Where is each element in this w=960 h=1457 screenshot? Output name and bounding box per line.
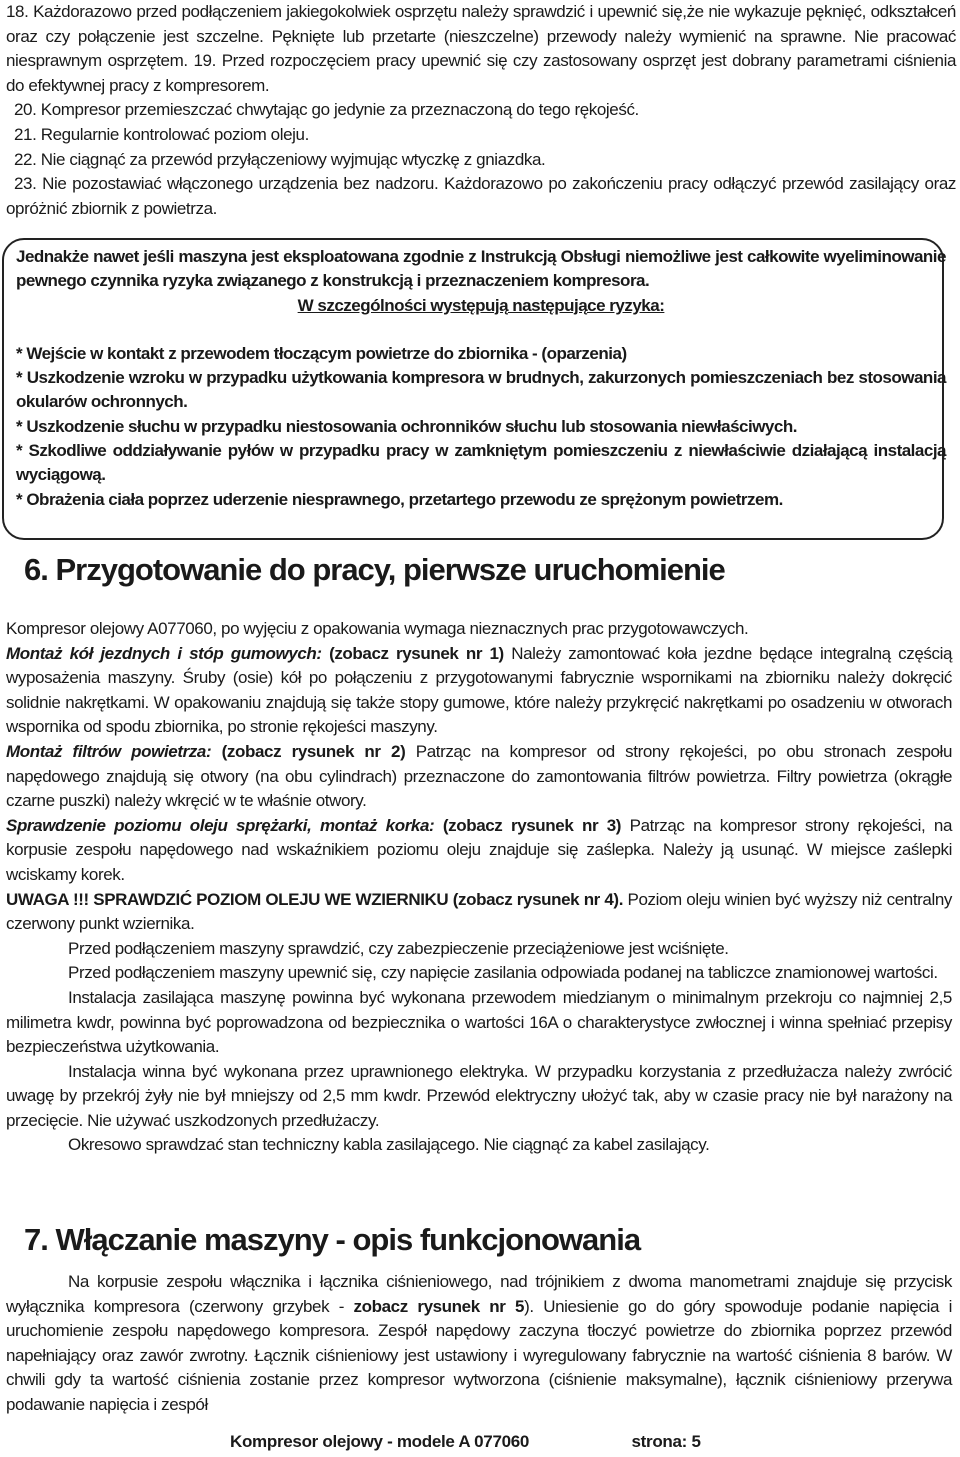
footer-title: Kompresor olejowy - modele A 077060 xyxy=(230,1432,530,1451)
risk-intro: Jednakże nawet jeśli maszyna jest eksploatowana zgodnie z Instrukcją Obsługi niemożliwe jest całkowite wyeliminowanie pewnego czynnika ryzyka związanego z konstrukcją i przeznaczeniem kompresora. xyxy=(16,247,946,291)
risk-item: * Uszkodzenie słuchu w przypadku niestosowania ochronników słuchu lub stosowania niewłaściwych. xyxy=(16,416,797,436)
filters-text: Patrząc na kompresor od strony rękojeści, po obu stronach zespołu napędowego znajdują się otwory (na obu cylindrach) przeznaczone do zamontowania filtrów powietrza. Filtry powietrza (okrągłe czarne puszki) należy wkręcić w te właśnie otwory. xyxy=(6,741,952,811)
wheels-label: Montaż kół jezdnych i stóp gumowych: xyxy=(6,643,322,663)
oil-text: Patrząc na kompresor strony rękojeści, na korpusie zespołu napędowego nad wskaźnikiem poziomu oleju znajduje się zaślepka. Należy ją usunąć. W miejsce zaślepki wciskamy korek. xyxy=(6,815,953,884)
section-7-ref: zobacz rysunek nr 5 xyxy=(353,1296,525,1316)
wheels-text: Należy zamontować koła jezdne będące integralną częścią wyposażenia maszyny. Śruby (osie) kół po połączeniu z przygotowanymi fabrycznie wspornikami na zbiorniku należy dokręcić solidnie nakrętkami. W opakowaniu znajdują się także stopy gumowe, które należy przykręcić nakrętkami po osadzeniu w otworach wspornika od spodu zbiornika, po stronie rękojeści maszyny. xyxy=(6,643,953,737)
warning-paragraph xyxy=(6,888,952,937)
risk-box-content xyxy=(16,245,946,512)
oil-label: Sprawdzenie poziomu oleju sprężarki, montaż korka: xyxy=(6,815,435,835)
safety-rules-list xyxy=(6,0,956,221)
oil-ref: (zobacz rysunek nr 3) xyxy=(434,815,622,835)
wheels-ref: (zobacz rysunek nr 1) xyxy=(321,643,504,663)
section-7-text-a: Na korpusie zespołu włącznika i łącznika ciśnieniowego, nad trójnikiem z dwoma manometrami znajduje się przycisk wyłącznika kompresora (czerwony grzybek - xyxy=(6,1272,952,1316)
page-number: strona: 5 xyxy=(631,1432,701,1451)
rule-21: 21. Regularnie kontrolować poziom oleju. xyxy=(14,124,309,144)
paragraph: Przed podłączeniem maszyny upewnić się, czy napięcie zasilania odpowiada podanej na tabliczce znamionowej wartości. xyxy=(68,963,938,983)
paragraph: Instalacja zasilająca maszynę powinna być wykonana przewodem miedzianym o minimalnym przekroju co najmniej 2,5 milimetra kwdr, powinna być poprowadzona od bezpiecznika o wartości 16A o charakterystyce zwłocznej i winna spełniać przepisy bezpieczeństwa użytkowania. xyxy=(6,987,952,1057)
risk-item: * Obrażenia ciała poprzez uderzenie niesprawnego, przetartego przewodu ze sprężonym powietrzem. xyxy=(16,489,783,509)
paragraph: Instalacja winna być wykonana przez uprawnionego elektryka. W przypadku korzystania z przedłużacza należy zwrócić uwagę by przekrój żyły nie był mniejszy od 2,5 mm kwdr. Przewód elektryczny ułożyć tak, aby w czasie pracy nie był narażony na przecięcie. Nie używać uszkodzonych przedłużaczy. xyxy=(6,1061,952,1130)
section-7-paragraph xyxy=(6,1270,952,1418)
risk-subheading: W szczególności występują następujące ryzyka: xyxy=(297,295,665,315)
paragraph: Przed podłączeniem maszyny sprawdzić, czy zabezpieczenie przeciążeniowe jest wciśnięte. xyxy=(68,938,729,958)
wheels-paragraph xyxy=(6,642,952,740)
rule-23: 23. Nie pozostawiać włączonego urządzenia bez nadzoru. Każdorazowo po zakończeniu pracy odłączyć przewód zasilający oraz opróżnić zbiornik z powietrza. xyxy=(6,174,956,218)
section-7-text-b: ). Uniesienie go do góry spowoduje podanie napięcia i uruchomienie zespołu napędowego kompresora. Zespół napędowy zaczyna tłoczyć powietrze do zbiornika poprzez przewód napełniający oraz zawór zwrotny. Łącznik ciśnieniowy jest ustawiony i wyregulowany fabrycznie na wartość ciśnienia 8 barów. W chwili gdy ta wartość ciśnienia zostanie przez kompresor wytworzona (ciśnienie maksymalne), łącznik ciśnieniowy przerywa podawanie napięcia i zespół xyxy=(6,1296,953,1414)
page-footer xyxy=(230,1432,701,1452)
section-6-intro: Kompresor olejowy A077060, po wyjęciu z opakowania wymaga nieznacznych prac przygotowawczych. xyxy=(6,619,749,638)
warning-label: UWAGA !!! SPRAWDZIĆ POZIOM OLEJU WE WZIERNIKU (zobacz rysunek nr 4). xyxy=(6,889,624,909)
spacer xyxy=(16,318,946,342)
risk-item: * Wejście w kontakt z przewodem tłoczącym powietrze do zbiornika - (oparzenia) xyxy=(16,343,627,363)
risk-item: * Uszkodzenie wzroku w przypadku użytkowania kompresora w brudnych, zakurzonych pomieszczeniach bez stosowania okularów ochronnych. xyxy=(16,368,946,412)
section-6-body xyxy=(6,617,952,1158)
rule-18-19: 18. Każdorazowo przed podłączeniem jakiegokolwiek osprzętu należy sprawdzić i upewnić się,że nie wykazuje pęknięć, odkształceń oraz czy połączenie jest szczelne. Pęknięte lub przetarte (nieszczelne) przewody należy wymienić na sprawne. Nie pracować niesprawnym osprzętem. 19. Przed rozpoczęciem pracy upewnić się czy zastosowany osprzęt jest dobrany parametrami ciśnienia do efektywnej pracy z kompresorem. xyxy=(6,2,956,95)
risk-item: * Szkodliwe oddziaływanie pyłów w przypadku pracy w zamkniętym pomieszczeniu z niewłaściwie działającą instalacją wyciągową. xyxy=(16,441,946,485)
section-7-body xyxy=(6,1270,952,1418)
filters-paragraph xyxy=(6,740,952,814)
filters-ref: (zobacz rysunek nr 2) xyxy=(211,741,406,761)
rule-22: 22. Nie ciągnąć za przewód przyłączeniowy wyjmując wtyczkę z gniazdka. xyxy=(14,149,546,169)
oil-paragraph xyxy=(6,814,952,888)
section-7-heading: 7. Włączanie maszyny - opis funkcjonowania xyxy=(24,1222,641,1257)
warning-text: Poziom oleju winien być wyższy niż centralny czerwony punkt wziernika. xyxy=(6,889,952,934)
risk-box xyxy=(2,238,944,540)
section-6-heading: 6. Przygotowanie do pracy, pierwsze uruchomienie xyxy=(24,552,725,587)
filters-label: Montaż filtrów powietrza: xyxy=(6,741,212,761)
rule-20: 20. Kompresor przemieszczać chwytając go jedynie za przeznaczoną do tego rękojeść. xyxy=(14,100,639,120)
paragraph: Okresowo sprawdzać stan techniczny kabla zasilającego. Nie ciągnąć za kabel zasilający. xyxy=(68,1135,710,1155)
